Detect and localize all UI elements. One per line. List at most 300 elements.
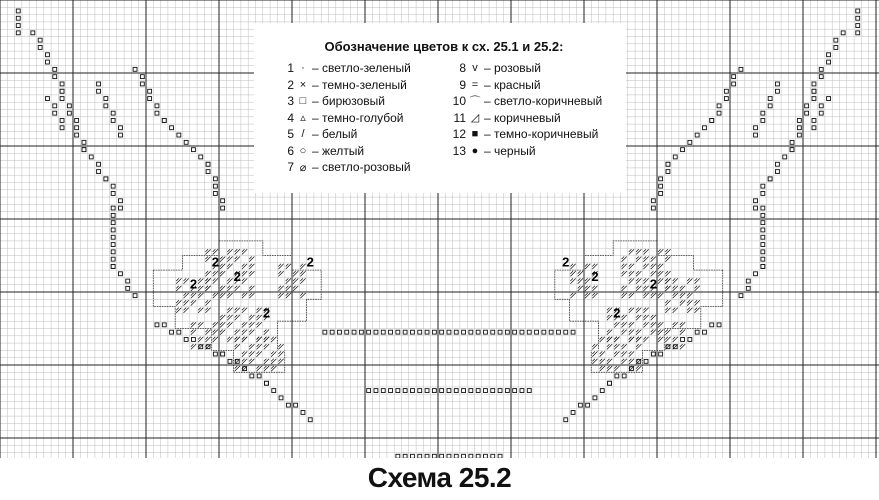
turquoise-stitch [513, 389, 517, 393]
turquoise-stitch [374, 389, 378, 393]
turquoise-stitch [330, 330, 334, 334]
brown-stitch [249, 257, 254, 262]
turquoise-stitch [681, 148, 685, 152]
turquoise-stitch [761, 265, 765, 269]
turquoise-stitch [520, 389, 524, 393]
turquoise-stitch [688, 140, 692, 144]
turquoise-stitch [162, 119, 166, 123]
turquoise-stitch [53, 67, 57, 71]
turquoise-stitch [46, 60, 50, 64]
turquoise-stitch [622, 374, 626, 378]
brown-stitch [665, 257, 670, 262]
brown-stitch [205, 257, 210, 262]
turquoise-stitch [67, 111, 71, 115]
turquoise-stitch [82, 148, 86, 152]
turquoise-stitch [155, 111, 159, 115]
turquoise-stitch [856, 31, 860, 35]
brown-stitch [205, 300, 210, 305]
brown-stitch [257, 344, 262, 349]
turquoise-stitch [761, 243, 765, 247]
brown-stitch [629, 249, 634, 254]
slash-symbol-icon: / [301, 128, 305, 141]
v-symbol-icon: v [472, 62, 478, 75]
brown-stitch [658, 264, 663, 269]
brown-stitch [665, 271, 670, 276]
brown-stitch [578, 271, 583, 276]
brown-stitch [585, 278, 590, 283]
turquoise-stitch [827, 97, 831, 101]
legend-label: – светло-розовый [312, 160, 411, 175]
brown-stitch [614, 351, 619, 356]
brown-stitch [570, 271, 575, 276]
turquoise-stitch [119, 133, 123, 137]
brown-stitch [198, 322, 203, 327]
turquoise-stitch [797, 133, 801, 137]
turquoise-stitch [279, 396, 283, 400]
brown-stitch [585, 286, 590, 291]
turquoise-stitch [462, 454, 466, 458]
brown-stitch [636, 257, 641, 262]
brown-stitch [629, 351, 634, 356]
turquoise-stitch [257, 374, 261, 378]
brown-stitch [205, 271, 210, 276]
brown-stitch [257, 351, 262, 356]
brown-stitch [600, 337, 605, 342]
turquoise-stitch [754, 206, 758, 210]
turquoise-stitch [447, 389, 451, 393]
turquoise-stitch [60, 89, 64, 93]
legend-row [272, 110, 448, 127]
brown-stitch [286, 264, 291, 269]
brown-stitch [643, 249, 648, 254]
turquoise-stitch [761, 221, 765, 225]
turquoise-stitch [703, 126, 707, 130]
brown-stitch [680, 286, 685, 291]
turquoise-stitch [359, 330, 363, 334]
turquoise-stitch [111, 243, 115, 247]
turquoise-stitch [484, 454, 488, 458]
turquoise-stitch [425, 330, 429, 334]
brown-stitch [592, 344, 597, 349]
brown-stitch [300, 264, 305, 269]
turquoise-stitch [593, 396, 597, 400]
brown-stitch [257, 315, 262, 320]
turquoise-stitch [739, 294, 743, 298]
filled-circle-symbol-icon: ● [471, 144, 479, 157]
turquoise-stitch [841, 31, 845, 35]
turquoise-stitch [192, 148, 196, 152]
brown-stitch [205, 308, 210, 313]
turquoise-stitch [542, 330, 546, 334]
brown-stitch [257, 322, 262, 327]
turquoise-stitch [31, 31, 35, 35]
turquoise-stitch [520, 330, 524, 334]
turquoise-stitch [666, 170, 670, 174]
turquoise-stitch [367, 330, 371, 334]
brown-stitch [227, 308, 232, 313]
brown-stitch [293, 286, 298, 291]
turquoise-stitch [111, 221, 115, 225]
turquoise-stitch [505, 389, 509, 393]
legend-number: 10 [452, 94, 466, 109]
brown-stitch [643, 315, 648, 320]
turquoise-stitch [710, 119, 714, 123]
turquoise-stitch [374, 330, 378, 334]
turquoise-stitch [761, 250, 765, 254]
brown-stitch [622, 257, 627, 262]
brown-stitch [643, 286, 648, 291]
brown-stitch [271, 359, 276, 364]
brown-stitch [220, 286, 225, 291]
brown-stitch [665, 249, 670, 254]
turquoise-stitch [82, 140, 86, 144]
turquoise-stitch [454, 389, 458, 393]
brown-stitch [695, 300, 700, 305]
turquoise-stitch [739, 67, 743, 71]
brown-stitch [651, 322, 656, 327]
turquoise-stitch [681, 338, 685, 342]
legend-row [272, 143, 448, 160]
brown-stitch [636, 330, 641, 335]
turquoise-stitch [754, 272, 758, 276]
turquoise-stitch [659, 177, 663, 181]
brown-stitch [249, 315, 254, 320]
brown-stitch [220, 330, 225, 335]
legend-label: – светло-зеленый [312, 61, 411, 76]
turquoise-stitch [703, 330, 707, 334]
legend-number: 7 [287, 160, 294, 175]
turquoise-stitch [396, 454, 400, 458]
turquoise-stitch [104, 177, 108, 181]
turquoise-stitch [600, 389, 604, 393]
brown-stitch [300, 293, 305, 298]
turquoise-stitch [425, 389, 429, 393]
turquoise-stitch [425, 454, 429, 458]
brown-stitch [184, 293, 189, 298]
turquoise-stitch [761, 184, 765, 188]
stitch-label: 2 [262, 305, 271, 321]
equals-symbol-icon: = [471, 78, 479, 91]
brown-stitch [673, 293, 678, 298]
turquoise-stitch [659, 352, 663, 356]
brown-stitch [622, 351, 627, 356]
brown-stitch [673, 337, 678, 342]
legend-label: – бирюзовый [312, 94, 386, 109]
turquoise-stitch [221, 199, 225, 203]
turquoise-stitch [170, 330, 174, 334]
brown-stitch [205, 278, 210, 283]
turquoise-stitch [454, 330, 458, 334]
legend-number: 5 [287, 127, 294, 142]
turquoise-stitch [754, 199, 758, 203]
brown-stitch [257, 337, 262, 342]
brown-stitch [614, 337, 619, 342]
brown-stitch [176, 300, 181, 305]
turquoise-stitch [498, 389, 502, 393]
turquoise-stitch [834, 46, 838, 50]
legend-column-right [448, 60, 616, 176]
brown-stitch [242, 359, 247, 364]
turquoise-stitch [367, 389, 371, 393]
turquoise-stitch [746, 279, 750, 283]
turquoise-stitch [812, 97, 816, 101]
half-triangle-symbol-icon: ◿ [470, 112, 480, 125]
brown-stitch [636, 308, 641, 313]
turquoise-stitch [790, 148, 794, 152]
brown-stitch [184, 300, 189, 305]
brown-stitch [286, 293, 291, 298]
turquoise-stitch [856, 16, 860, 20]
turquoise-stitch [571, 411, 575, 415]
legend-label: – красный [484, 77, 541, 92]
turquoise-stitch [440, 330, 444, 334]
legend-row [272, 159, 448, 176]
brown-stitch [184, 278, 189, 283]
turquoise-stitch [673, 155, 677, 159]
legend-row [272, 60, 448, 77]
turquoise-stitch [170, 126, 174, 130]
brown-stitch [592, 359, 597, 364]
brown-stitch [622, 271, 627, 276]
turquoise-stitch [812, 126, 816, 130]
legend-row [272, 93, 448, 110]
brown-stitch [249, 359, 254, 364]
brown-stitch [191, 300, 196, 305]
brown-stitch [636, 344, 641, 349]
brown-stitch [227, 286, 232, 291]
turquoise-stitch [644, 359, 648, 363]
brown-stitch [673, 308, 678, 313]
brown-stitch [286, 286, 291, 291]
brown-stitch [673, 286, 678, 291]
legend-label: – темно-голубой [312, 110, 404, 125]
turquoise-stitch [111, 265, 115, 269]
legend-row [448, 93, 616, 110]
turquoise-stitch [46, 53, 50, 57]
brown-stitch [249, 351, 254, 356]
turquoise-stitch [111, 119, 115, 123]
brown-stitch [607, 337, 612, 342]
turquoise-stitch [133, 294, 137, 298]
legend-label: – темно-коричневый [484, 127, 599, 142]
turquoise-stitch [111, 213, 115, 217]
brown-stitch [600, 351, 605, 356]
brown-stitch [687, 300, 692, 305]
brown-stitch [622, 322, 627, 327]
brown-stitch [651, 264, 656, 269]
turquoise-stitch [381, 330, 385, 334]
turquoise-stitch [608, 381, 612, 385]
brown-stitch [264, 330, 269, 335]
turquoise-stitch [46, 97, 50, 101]
dot-symbol-icon: · [301, 62, 305, 75]
brown-stitch [264, 344, 269, 349]
brown-stitch [227, 337, 232, 342]
brown-stitch [629, 330, 634, 335]
turquoise-stitch [695, 330, 699, 334]
turquoise-stitch [491, 330, 495, 334]
legend-row [448, 77, 616, 94]
turquoise-stitch [513, 330, 517, 334]
turquoise-stitch [564, 418, 568, 422]
brown-stitch [198, 286, 203, 291]
turquoise-stitch [75, 126, 79, 130]
brown-stitch [607, 308, 612, 313]
turquoise-stitch [345, 330, 349, 334]
brown-stitch [278, 351, 283, 356]
brown-stitch [585, 293, 590, 298]
turquoise-stitch [111, 111, 115, 115]
turquoise-stitch [571, 330, 575, 334]
brown-stitch [665, 278, 670, 283]
turquoise-stitch [403, 330, 407, 334]
brown-stitch [227, 293, 232, 298]
turquoise-stitch [710, 323, 714, 327]
turquoise-stitch [564, 330, 568, 334]
brown-stitch [600, 359, 605, 364]
brown-stitch [220, 322, 225, 327]
brown-stitch [643, 337, 648, 342]
brown-stitch [242, 271, 247, 276]
brown-stitch [665, 337, 670, 342]
turquoise-stitch [476, 454, 480, 458]
turquoise-stitch [447, 454, 451, 458]
brown-stitch [680, 344, 685, 349]
legend-number: 2 [287, 77, 294, 92]
turquoise-stitch [133, 67, 137, 71]
turquoise-stitch [89, 155, 93, 159]
turquoise-stitch [38, 46, 42, 50]
brown-stitch [242, 308, 247, 313]
stitch-label: 2 [233, 269, 241, 285]
turquoise-stitch [790, 140, 794, 144]
brown-stitch [227, 264, 232, 269]
turquoise-stitch [97, 162, 101, 166]
turquoise-stitch [162, 323, 166, 327]
turquoise-stitch [819, 111, 823, 115]
turquoise-stitch [491, 389, 495, 393]
turquoise-stitch [411, 454, 415, 458]
turquoise-stitch [389, 330, 393, 334]
brown-stitch [614, 344, 619, 349]
stitch-label: 2 [591, 269, 599, 285]
legend-row [448, 143, 616, 160]
turquoise-stitch [462, 330, 466, 334]
brown-stitch [249, 264, 254, 269]
turquoise-stitch [53, 104, 57, 108]
turquoise-stitch [199, 155, 203, 159]
brown-stitch [643, 257, 648, 262]
brown-stitch [607, 366, 612, 371]
brown-stitch [658, 271, 663, 276]
brown-stitch [600, 366, 605, 371]
brown-stitch [636, 271, 641, 276]
turquoise-stitch [659, 184, 663, 188]
turquoise-stitch [469, 389, 473, 393]
brown-stitch [205, 249, 210, 254]
turquoise-stitch [126, 286, 130, 290]
turquoise-stitch [301, 411, 305, 415]
brown-stitch [300, 271, 305, 276]
brown-stitch [570, 264, 575, 269]
legend-row [448, 126, 616, 143]
turquoise-stitch [432, 330, 436, 334]
turquoise-stitch [97, 89, 101, 93]
brown-stitch [213, 337, 218, 342]
turquoise-stitch [111, 250, 115, 254]
turquoise-stitch [418, 330, 422, 334]
turquoise-stitch [418, 389, 422, 393]
turquoise-stitch [768, 104, 772, 108]
brown-stitch [680, 300, 685, 305]
turquoise-stitch [688, 338, 692, 342]
legend-column-left [272, 60, 448, 176]
turquoise-stitch [651, 352, 655, 356]
brown-stitch [592, 351, 597, 356]
turquoise-stitch [140, 82, 144, 86]
turquoise-stitch [776, 82, 780, 86]
brown-stitch [665, 286, 670, 291]
brown-stitch [665, 300, 670, 305]
circle-symbol-icon: ○ [299, 144, 307, 157]
brown-stitch [249, 330, 254, 335]
turquoise-stitch [440, 454, 444, 458]
brown-stitch [249, 286, 254, 291]
brown-stitch [658, 293, 663, 298]
turquoise-stitch [75, 119, 79, 123]
brown-stitch [220, 315, 225, 320]
brown-stitch [651, 330, 656, 335]
turquoise-stitch [476, 330, 480, 334]
turquoise-stitch [323, 330, 327, 334]
turquoise-stitch [469, 330, 473, 334]
brown-stitch [651, 293, 656, 298]
turquoise-stitch [527, 389, 531, 393]
turquoise-stitch [60, 126, 64, 130]
brown-stitch [242, 330, 247, 335]
turquoise-stitch [67, 104, 71, 108]
turquoise-stitch [491, 454, 495, 458]
brown-stitch [607, 315, 612, 320]
brown-stitch [227, 278, 232, 283]
turquoise-stitch [411, 330, 415, 334]
brown-stitch [636, 278, 641, 283]
turquoise-stitch [797, 126, 801, 130]
turquoise-stitch [549, 330, 553, 334]
turquoise-stitch [396, 330, 400, 334]
brown-stitch [673, 322, 678, 327]
brown-stitch [629, 271, 634, 276]
triangle-symbol-icon: ▵ [300, 112, 306, 125]
brown-stitch [257, 308, 262, 313]
legend-title: Обозначение цветов к сх. 25.1 и 25.2: [324, 39, 564, 54]
brown-stitch [687, 293, 692, 298]
turquoise-stitch [812, 82, 816, 86]
turquoise-stitch [38, 38, 42, 42]
turquoise-stitch [761, 213, 765, 217]
turquoise-stitch [126, 279, 130, 283]
brown-stitch [249, 344, 254, 349]
brown-stitch [191, 293, 196, 298]
turquoise-stitch [53, 75, 57, 79]
turquoise-stitch [16, 24, 20, 28]
turquoise-stitch [761, 192, 765, 196]
turquoise-stitch [381, 389, 385, 393]
turquoise-stitch [819, 67, 823, 71]
turquoise-stitch [527, 330, 531, 334]
brown-stitch [264, 337, 269, 342]
brown-stitch [198, 337, 203, 342]
